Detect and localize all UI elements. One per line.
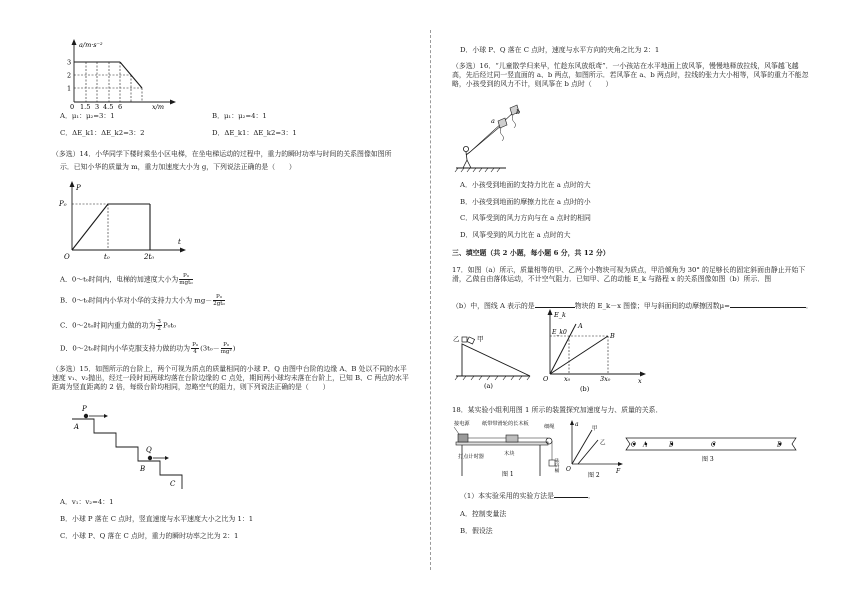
p0-tick-label: P₀	[59, 200, 67, 208]
fig1-caption: 图 1	[502, 471, 514, 478]
a-axis-label: a	[575, 421, 579, 428]
origin-label: O	[566, 466, 571, 473]
line-b-label: B	[610, 332, 615, 340]
x-tick-1-5: 1.5	[80, 103, 91, 110]
incline-figure	[452, 330, 536, 390]
t0-tick-label: t₀	[104, 253, 110, 261]
label-yi: 乙	[453, 335, 460, 343]
fig3-caption: 图 3	[702, 456, 714, 463]
q14-stem-line1: （多选）14．小华同学下楼时乘坐小区电梯，在坐电梯运动的过程中，重力的瞬时功率与时间的关系图像如图所	[52, 150, 392, 158]
y-tick-1: 1	[67, 84, 72, 93]
q17-stem: 17．如图（a）所示，质量相等的甲、乙两个小物块可视为质点，甲沿倾角为 30° 的足够长的固定斜面由静止开始下滑，乙做自由落体运动，不计空气阻力．已知甲、乙的动能 E_k 与路程 x 的关系图像如图（b）所示．图	[452, 266, 806, 283]
x-tick-4-5: 4.5	[103, 103, 114, 110]
p-axis-label: P	[76, 184, 81, 192]
label-jia: 甲	[477, 335, 484, 343]
label-c: C	[170, 480, 176, 488]
origin-label: O	[64, 253, 70, 261]
2t0-tick-label: 2t₀	[144, 253, 155, 261]
q14-option-d: D．0～2t₀时间内小华克服支持力做的功为 $\frac{\text{P₀}}{4}$ (3t₀－ $\frac{\text{P₀}}{\text{mg²}}$ )	[60, 342, 236, 355]
rope-label: 细绳	[544, 424, 555, 430]
t-axis-label: t	[178, 238, 181, 246]
q17-stem-blanks: （b）中，图线 A 表示的是 物块的 E_k－x 图像；甲与斜面间的动摩擦因数μ= ．	[452, 302, 813, 310]
kite-figure	[454, 102, 544, 178]
q17-blank-2[interactable]	[730, 307, 806, 308]
f-axis-label: F	[616, 468, 621, 475]
label-b: B	[140, 465, 146, 473]
x-axis-label: x/m	[152, 103, 165, 110]
label-b: b	[516, 108, 521, 116]
q16-option-c: C．风筝受到的风力方向与在 a 点时的相同	[460, 214, 591, 222]
x-tick-3: 3	[95, 103, 100, 110]
q16-stem: （多选）16．“儿童散学归来早，忙趁东风放纸鸢”．一小孩站在水平地面上放风筝，慢慢地释放拉线，风筝越飞越高，先后经过同一竖直面的 a、b 两点，如图所示．若风筝在 a、b 两点时，拉线的张力大小相等，风筝的重力不能忽略，小孩受到的风力不计，则风筝在 b 点时（ ）	[452, 62, 809, 88]
acceleration-position-graph	[60, 38, 178, 110]
label-a: a	[491, 117, 495, 125]
q13-option-b: B．μ₁：μ₂=4：1	[212, 112, 267, 120]
q18-option-a: A．控制变量法	[460, 510, 507, 518]
q15-option-d: D．小球 P、Q 落在 C 点时，速度与水平方向的夹角之比为 2：1	[460, 46, 660, 54]
point-a: A	[643, 441, 648, 449]
paper-tape-figure	[624, 434, 800, 478]
line-yi-label: 乙	[600, 440, 606, 446]
label-q: Q	[146, 446, 152, 454]
q16-option-d: D．风筝受到的风力比在 a 点时的大	[460, 231, 571, 239]
y-tick-2: 2	[67, 71, 72, 80]
label-a: A	[74, 423, 80, 431]
q18-stem: 18．某实验小组利用图 1 所示的装置探究加速度与力、质量的关系．	[452, 406, 663, 414]
label-p: P	[82, 405, 87, 413]
x-axis-label: x	[638, 377, 642, 385]
q14-option-b: B．0～t₀时间内小华对小华的支持力大小为 mg－ $\frac{\text{P₀}}{\text{2gt₀}}$	[60, 294, 225, 307]
apparatus-figure	[452, 418, 564, 480]
section-heading: 三、填空题（共 2 小题，每小题 6 分，共 12 分）	[452, 249, 610, 257]
3x0-tick-label: 3x₀	[600, 375, 611, 383]
q18-blank-1[interactable]	[554, 497, 588, 498]
q15-option-a: A．v₁：v₂=4：1	[60, 498, 114, 506]
q13-option-a: A．μ₁：μ₂=3：1	[60, 112, 115, 120]
fig-a-caption: (a)	[484, 382, 493, 390]
q14-stem-line2: 示．已知小华的质量为 m，重力加速度大小为 g，下列说法正确的是（ ）	[60, 163, 296, 171]
q14-option-c: C．0～2t₀时间内重力做的功为 $\frac{3}{2}$ P₀t₀	[60, 319, 176, 332]
ek-axis-label: E_k	[554, 311, 566, 319]
point-c: C	[711, 441, 716, 449]
power-time-graph	[58, 180, 186, 262]
kinetic-energy-graph	[538, 308, 648, 392]
point-o: O	[631, 441, 636, 449]
q13-option-c: C．ΔE_k1：ΔE_k2=3：2	[60, 129, 145, 137]
q15-option-c: C．小球 P、Q 落在 C 点时，重力的瞬时功率之比为 2：1	[60, 532, 239, 540]
a-axis-label: a/m·s⁻²	[79, 41, 103, 49]
fig-b-caption: (b)	[580, 385, 590, 392]
q15-stem: （多选）15．如图所示的台阶上，两个可视为质点的质量相同的小球 P、Q 由图中台阶的边缘 A、B 处以不同的水平速度 v₁、v₂抛出，经过一段时间两球均落在台阶边缘的 C 点处，期间两小球均未落在台阶上，已知 B、C 两点的水平距离为竖直距离的 2 倍，每级台阶均相同，忽略空气的阻力，则下列说法正确的是（ ）	[52, 365, 409, 391]
y-tick-3: 3	[67, 58, 72, 67]
column-divider	[430, 30, 431, 570]
tape-board-label: 纸带带滑轮的长木板	[482, 421, 529, 427]
q18-option-b: B．假设法	[460, 527, 493, 535]
block-label: 木块	[504, 451, 515, 457]
q16-option-a: A．小孩受到地面的支持力比在 a 点时的大	[460, 181, 591, 189]
line-jia-label: 甲	[592, 426, 598, 432]
weights-label: 砝码桶	[553, 458, 559, 473]
x-tick-6: 6	[118, 103, 123, 110]
power-label: 接电源	[454, 421, 470, 427]
line-a-label: A	[578, 322, 583, 330]
q18-sub1: （1）本实验采用的实验方法是 ．	[460, 492, 595, 500]
fig2-caption: 图 2	[588, 472, 600, 478]
timer-label: 打点计时器	[458, 454, 484, 460]
q13-option-d: D．ΔE_k1：ΔE_k2=3：1	[212, 129, 297, 137]
staircase-figure	[70, 405, 200, 493]
point-d: D	[777, 441, 782, 449]
origin-label: O	[543, 375, 549, 383]
point-b: B	[669, 441, 674, 449]
acceleration-force-graph	[564, 420, 624, 478]
x-tick-0: 0	[70, 103, 75, 110]
x0-tick-label: x₀	[564, 375, 571, 383]
q14-option-a: A．0～t₀时间内，电梯的加速度大小为 $\frac{\text{P₀}}{\text{mgt₀}}$	[60, 273, 193, 286]
ek0-tick-label: E_k0	[552, 329, 567, 336]
q16-option-b: B．小孩受到地面的摩擦力比在 a 点时的小	[460, 198, 591, 206]
q15-option-b: B．小球 P 落在 C 点时，竖直速度与水平速度大小之比为 1：1	[60, 515, 254, 523]
